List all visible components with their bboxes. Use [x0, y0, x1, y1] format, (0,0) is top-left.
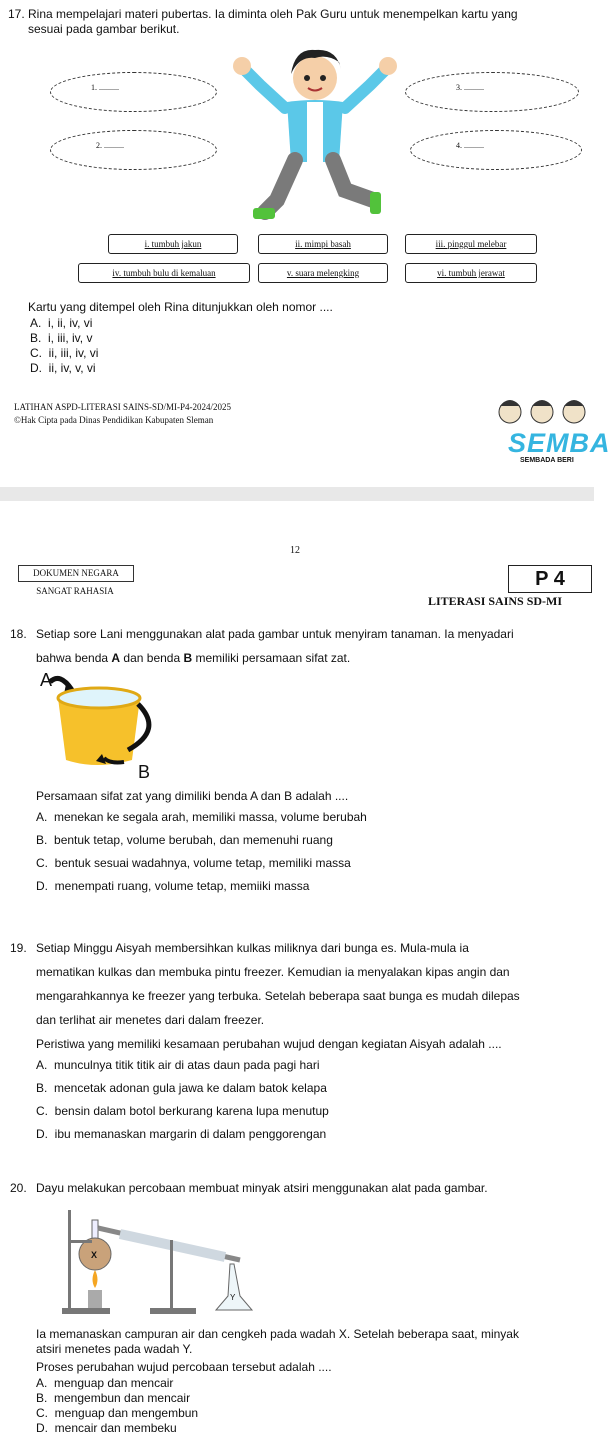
subject-title: LITERASI SAINS SD-MI	[428, 594, 563, 608]
q19-option-c[interactable]: C. bensin dalam botol berkurang karena lupa menutup	[36, 1104, 329, 1118]
card-ii[interactable]: ii. mimpi basah	[258, 234, 388, 254]
q17-options	[30, 316, 98, 376]
q20-para-line1: Ia memanaskan campuran air dan cengkeh pada wadah X. Setelah beberapa saat, minyak	[36, 1327, 519, 1341]
card-v[interactable]: v. suara melengking	[258, 263, 388, 283]
q17-text-line2: sesuai pada gambar berikut.	[28, 22, 180, 36]
flask-label-y: Y	[230, 1293, 236, 1302]
slot-3-label: 3. ..........	[456, 83, 484, 92]
paper-code: P 4	[508, 565, 592, 593]
q17-option-c[interactable]: C. ii, iii, iv, vi	[30, 346, 99, 360]
slot-4-label: 4. ..........	[456, 141, 484, 150]
stamp-dokumen-negara: DOKUMEN NEGARA	[18, 565, 134, 582]
sembada-logo: SEMBA	[508, 428, 611, 458]
q20-para-line2: atsiri menetes pada wadah Y.	[36, 1342, 193, 1356]
q18-option-c[interactable]: C. bentuk sesuai wadahnya, volume tetap, memiliki massa	[36, 856, 351, 870]
slot-2-label: 2. ..........	[96, 141, 124, 150]
q18-text-line1: Setiap sore Lani menggunakan alat pada gambar untuk menyiram tanaman. Ia menyadari	[36, 627, 514, 641]
page-separator	[0, 487, 594, 501]
q20-option-a[interactable]: A. menguap dan mencair	[36, 1376, 174, 1390]
card-i[interactable]: i. tumbuh jakun	[108, 234, 238, 254]
q17-question: Kartu yang ditempel oleh Rina ditunjukkan oleh nomor ....	[28, 300, 333, 314]
slot-3[interactable]	[405, 72, 579, 112]
q18-option-d[interactable]: D. menempati ruang, volume tetap, memiiki massa	[36, 879, 310, 893]
q19-option-a[interactable]: A. munculnya titik titik air di atas daun pada pagi hari	[36, 1058, 320, 1072]
slot-2[interactable]	[50, 130, 217, 170]
q17-option-a[interactable]: A. i, ii, iv, vi	[30, 316, 93, 330]
q18-option-b[interactable]: B. bentuk tetap, volume berubah, dan memenuhi ruang	[36, 833, 333, 847]
q19-options	[36, 1058, 329, 1142]
q20-option-c[interactable]: C. menguap dan mengembun	[36, 1406, 199, 1420]
footer-line2: ©Hak Cipta pada Dinas Pendidikan Kabupaten Sleman	[14, 415, 214, 425]
q17-text-line1: Rina mempelajari materi pubertas. Ia diminta oleh Pak Guru untuk menempelkan kartu yang	[28, 7, 518, 21]
q19-option-b[interactable]: B. mencetak adonan gula jawa ke dalam batok kelapa	[36, 1081, 327, 1095]
bucket-label-a: A	[40, 670, 53, 690]
stamp-sangat-rahasia: SANGAT RAHASIA	[36, 586, 114, 596]
slot-1-label: 1. ..........	[91, 83, 119, 92]
q19-line4: dan terlihat air menetes dari dalam freezer.	[36, 1013, 265, 1027]
q19-question: Peristiwa yang memiliki kesamaan perubahan wujud dengan kegiatan Aisyah adalah ....	[36, 1037, 502, 1051]
bucket-label-b: B	[138, 762, 151, 782]
q18-option-a[interactable]: A. menekan ke segala arah, memiliki massa, volume berubah	[36, 810, 367, 824]
q20-text: Dayu melakukan percobaan membuat minyak atsiri menggunakan alat pada gambar.	[36, 1181, 488, 1195]
slot-4[interactable]	[410, 130, 582, 170]
bucket-illustration	[36, 668, 166, 780]
q19-paragraph	[36, 938, 592, 1030]
q20-number: 20.	[10, 1181, 27, 1195]
q19-line2: mematikan kulkas dan membuka pintu freezer. Kemudian ia menyalakan kipas angin dan	[36, 965, 510, 979]
flask-label-x: X	[91, 1250, 98, 1260]
q19-number: 19.	[10, 941, 27, 955]
q19-line1: Setiap Minggu Aisyah membersihkan kulkas miliknya dari bunga es. Mula-mula ia	[36, 941, 469, 955]
sembada-mascots	[492, 390, 594, 430]
page-number: 12	[290, 545, 300, 556]
q18-question: Persamaan sifat zat yang dimiliki benda A dan B adalah ....	[36, 789, 349, 803]
footer-line1: LATIHAN ASPD-LITERASI SAINS-SD/MI-P4-2024/2025	[14, 402, 232, 412]
q19-option-d[interactable]: D. ibu memanaskan margarin di dalam penggorengan	[36, 1127, 327, 1141]
q18-text-line2: bahwa benda A dan benda B memiliki persamaan sifat zat.	[36, 651, 351, 665]
q18-number: 18.	[10, 627, 27, 641]
card-iii[interactable]: iii. pinggul melebar	[405, 234, 537, 254]
card-vi[interactable]: vi. tumbuh jerawat	[405, 263, 537, 283]
q19-line3: mengarahkannya ke freezer yang terbuka. Setelah beberapa saat bunga es mudah dilepas	[36, 989, 520, 1003]
q20-options	[36, 1376, 198, 1436]
distillation-apparatus	[60, 1200, 280, 1320]
q20-option-d[interactable]: D. mencair dan membeku	[36, 1421, 177, 1435]
slot-1[interactable]	[50, 72, 217, 112]
q17-option-b[interactable]: B. i, iii, iv, v	[30, 331, 93, 345]
q20-option-b[interactable]: B. mengembun dan mencair	[36, 1391, 191, 1405]
sembada-logo-sub: SEMBADA BERI	[520, 457, 574, 464]
boy-illustration	[215, 40, 415, 225]
card-iv[interactable]: iv. tumbuh bulu di kemaluan	[78, 263, 250, 283]
q17-option-d[interactable]: D. ii, iv, v, vi	[30, 361, 96, 375]
q17-number: 17.	[8, 7, 25, 21]
q18-options	[36, 810, 367, 894]
q20-question: Proses perubahan wujud percobaan tersebut adalah ....	[36, 1360, 332, 1374]
